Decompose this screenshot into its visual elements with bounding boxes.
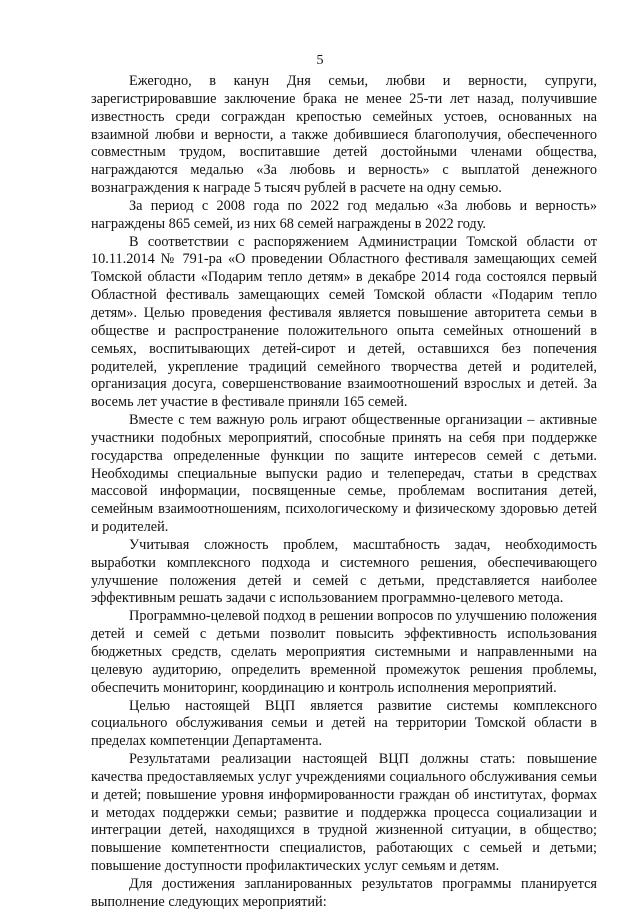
document-body <box>91 73 597 912</box>
paragraph-program-goal: Целью настоящей ВЦП является развитие системы комплексного социального обслуживания семьи и детей на территории Томской области в пределах компетенции Департамента. <box>91 697 597 750</box>
paragraph-public-organizations: Вместе с тем важную роль играют общественные организации – активные участники подобных мероприятий, способные принять на себя при поддержке государства определенные функции по защите интересов семей с детьми. Необходимы специальные выпуски радио и телепередач, статьи в средствах массовой информации, посвященные семье, проблемам воспитания детей, семейным взаимоотношениям, психологическому и физическому здоровью детей и родителей. <box>91 412 597 536</box>
paragraph-program-method: Учитывая сложность проблем, масштабность задач, необходимость выработки комплексного подхода и системного решения, обеспечивающего улучшение положения детей и семей с детьми, представляется наиболее эффективным решать задачи с использованием программно-целевого метода. <box>91 536 597 607</box>
paragraph-medal-statistics: За период с 2008 года по 2022 год медалью «За любовь и верность» награждены 865 семей, из них 68 семей награждены в 2022 году. <box>91 197 597 232</box>
page-number: 5 <box>316 53 324 68</box>
paragraph-medal-award: Ежегодно, в канун Дня семьи, любви и верности, супруги, зарегистрировавшие заключение брака не менее 25-ти лет назад, получившие известность среди сограждан крепостью семейных устоев, основанных на взаимной любви и верности, а также добившиеся благополучия, обеспеченного совместным трудом, воспитавшие детей достойными членами общества, награждаются медалью «За любовь и верность» с выплатой денежного вознаграждения к награде 5 тысяч рублей в расчете на одну семью. <box>91 73 597 197</box>
paragraph-program-approach: Программно-целевой подход в решении вопросов по улучшению положения детей и семей с детьми позволит повысить эффективность использования бюджетных средств, сделать мероприятия системными и направленными на целевую аудиторию, определить временной промежуток решения проблемы, обеспечить мониторинг, координацию и контроль исполнения мероприятий. <box>91 608 597 696</box>
paragraph-foster-family-festival: В соответствии с распоряжением Администрации Томской области от 10.11.2014 № 791-ра «О проведении Областного фестиваля замещающих семей Томской области «Подарим тепло детям» в декабре 2014 года состоялся первый Областной фестиваль замещающих семей Томской области «Подарим тепло детям». Целью проведения фестиваля является повышение авторитета семьи в обществе и распространение положительного опыта семейных отношений в семьях, воспитывающих детей-сирот и детей, оставшихся без попечения родителей, укрепление традиций семейного творчества детей и родителей, организация досуга, совершенствование взаимоотношений взрослых и детей. За восемь лет участие в фестивале приняли 165 семей. <box>91 233 597 411</box>
paragraph-planned-measures: Для достижения запланированных результатов программы планируется выполнение следующих мероприятий: <box>91 875 597 910</box>
paragraph-program-results: Результатами реализации настоящей ВЦП должны стать: повышение качества предоставляемых услуг учреждениями социального обслуживания семьи и детей; повышение уровня информированности граждан об институтах, формах и методах поддержки семьи; развитие и поддержка процесса социализации и интеграции детей, находящихся в трудной жизненной ситуации, в общество; повышение компетентности специалистов, работающих с семьей и детьми; повышение доступности профилактических услуг семьям и детям. <box>91 751 597 875</box>
